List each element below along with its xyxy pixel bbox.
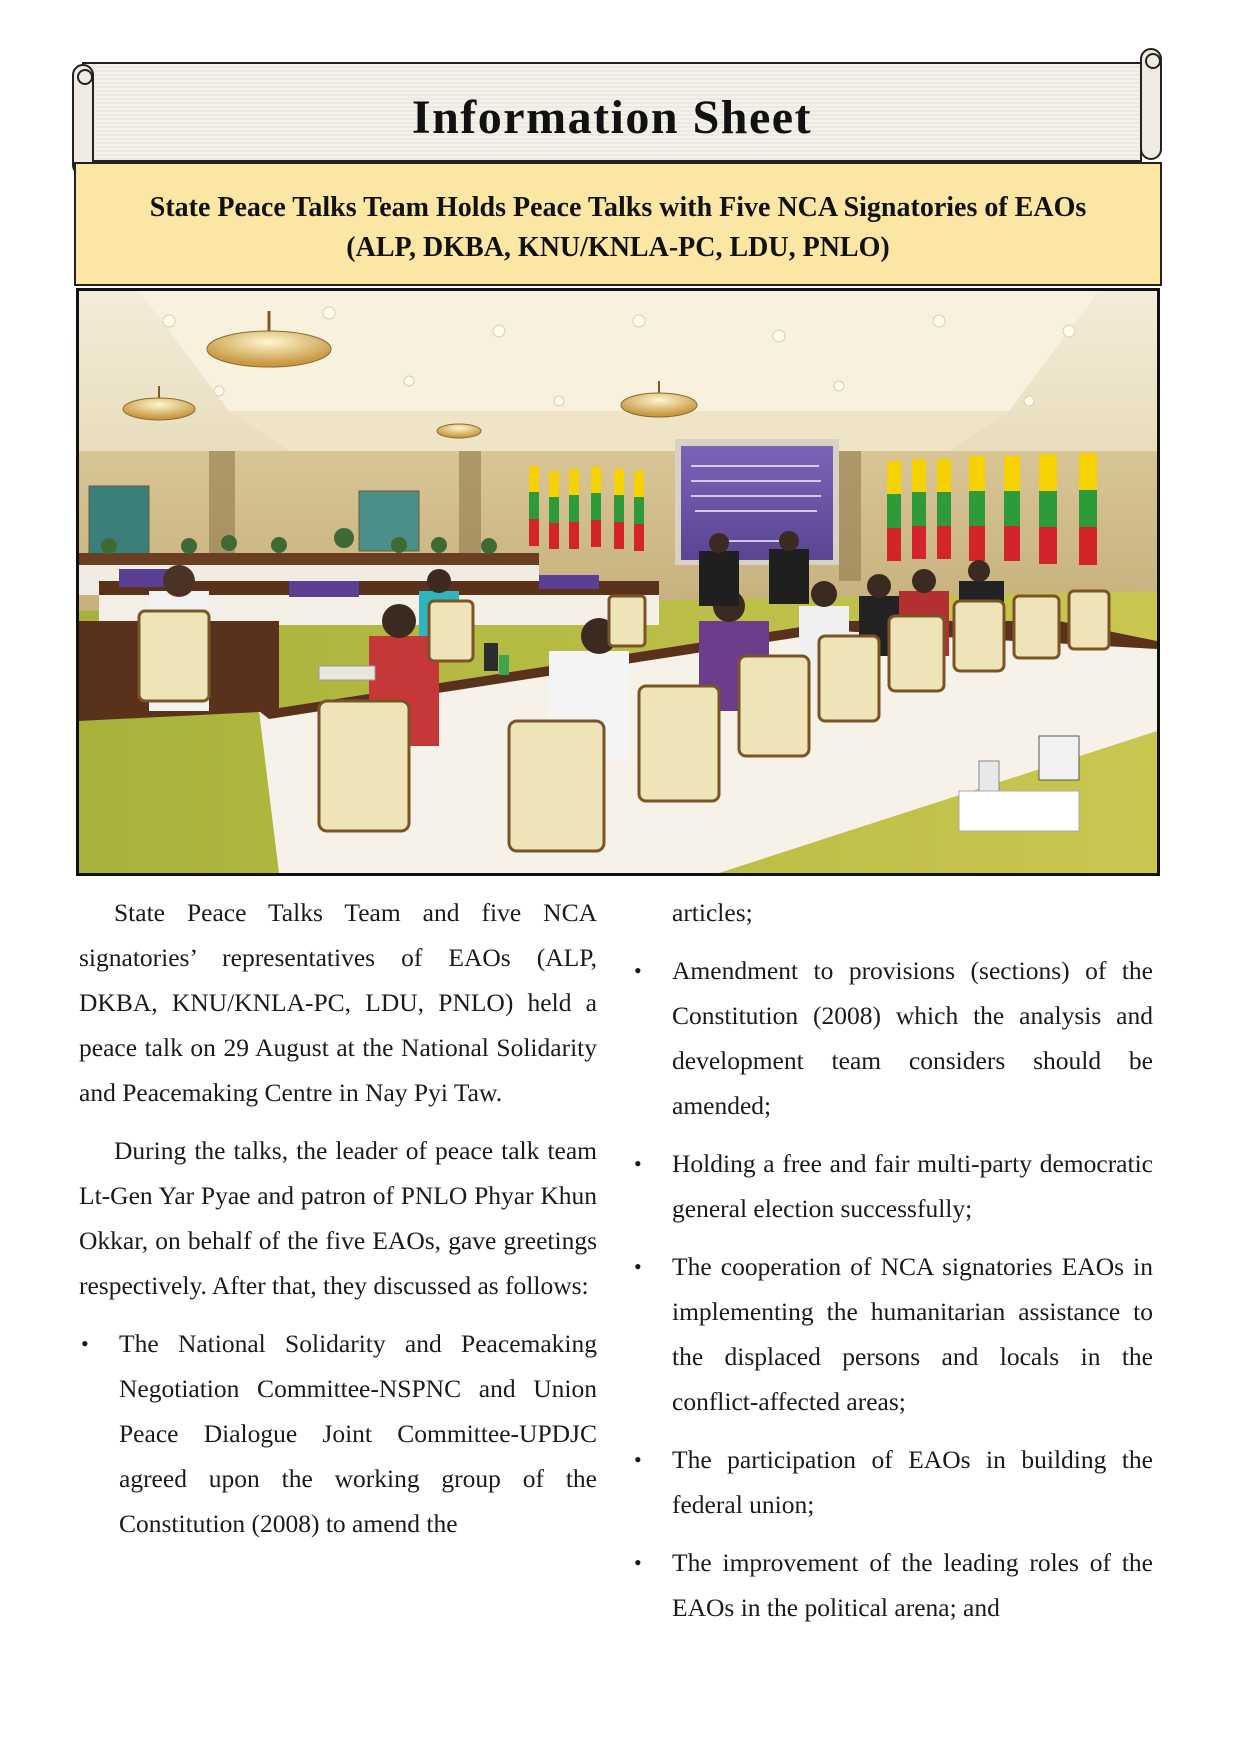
- list-item-continuation: articles;: [672, 898, 753, 927]
- discussion-list-right: [632, 948, 1153, 1630]
- body-left-column: [79, 890, 597, 1559]
- meeting-photo: [76, 288, 1160, 876]
- list-item-text: The National Solidarity and Peacemaking Negotiation Committee-NSPNC and Union Peace Dialogue Joint Committee-UPDJC agreed upon the working group of the Constitution (2008) to amend the: [119, 1329, 597, 1538]
- paragraph-discussion: During the talks, the leader of peace talk team Lt-Gen Yar Pyae and patron of PNLO Phyar Khun Okkar, on behalf of the five EAOs, gave greetings respectively. After that, they discussed as follows:: [79, 1136, 597, 1300]
- list-item-text: The participation of EAOs in building the federal union;: [672, 1445, 1153, 1519]
- list-item: [632, 1437, 1153, 1527]
- list-item-text: The cooperation of NCA signatories EAOs in implementing the humanitarian assistance to the displaced persons and locals in the conflict-affected areas;: [672, 1252, 1153, 1416]
- list-item: [632, 948, 1153, 1128]
- list-item: [632, 1141, 1153, 1231]
- headline-line-2: (ALP, DKBA, KNU/KNLA-PC, LDU, PNLO): [346, 232, 890, 263]
- scroll-curl-left: [72, 64, 94, 176]
- bullet-icon: •: [634, 1254, 642, 1279]
- list-item-text: Holding a free and fair multi-party democratic general election successfully;: [672, 1149, 1153, 1223]
- scroll-curl-right: [1140, 48, 1162, 160]
- bullet-icon: •: [634, 1550, 642, 1575]
- title-scroll-banner: [72, 58, 1162, 158]
- list-item-text: The improvement of the leading roles of the EAOs in the political arena; and: [672, 1548, 1153, 1622]
- bullet-icon: •: [81, 1331, 89, 1356]
- list-item: [632, 1244, 1153, 1424]
- list-item: [79, 1321, 597, 1546]
- bullet-icon: •: [634, 958, 642, 983]
- body-right-column: [632, 890, 1153, 1643]
- list-item: [632, 1540, 1153, 1630]
- headline-box: [74, 162, 1162, 286]
- list-item-text: Amendment to provisions (sections) of the Constitution (2008) which the analysis and development team considers should be amended;: [672, 956, 1153, 1120]
- headline-line-1: State Peace Talks Team Holds Peace Talks with Five NCA Signatories of EAOs: [149, 192, 1087, 223]
- paragraph-intro: State Peace Talks Team and five NCA signatories’ representatives of EAOs (ALP, DKBA, KNU/KNLA-PC, LDU, PNLO) held a peace talk on 29 August at the National Solidarity and Peacemaking Centre in Nay Pyi Taw.: [79, 898, 597, 1107]
- meeting-room-illustration: [79, 291, 1157, 873]
- bullet-icon: •: [634, 1151, 642, 1176]
- page-title: Information Sheet: [411, 91, 813, 144]
- scroll-body: [82, 62, 1142, 162]
- discussion-list-left: [79, 1321, 597, 1546]
- bullet-icon: •: [634, 1447, 642, 1472]
